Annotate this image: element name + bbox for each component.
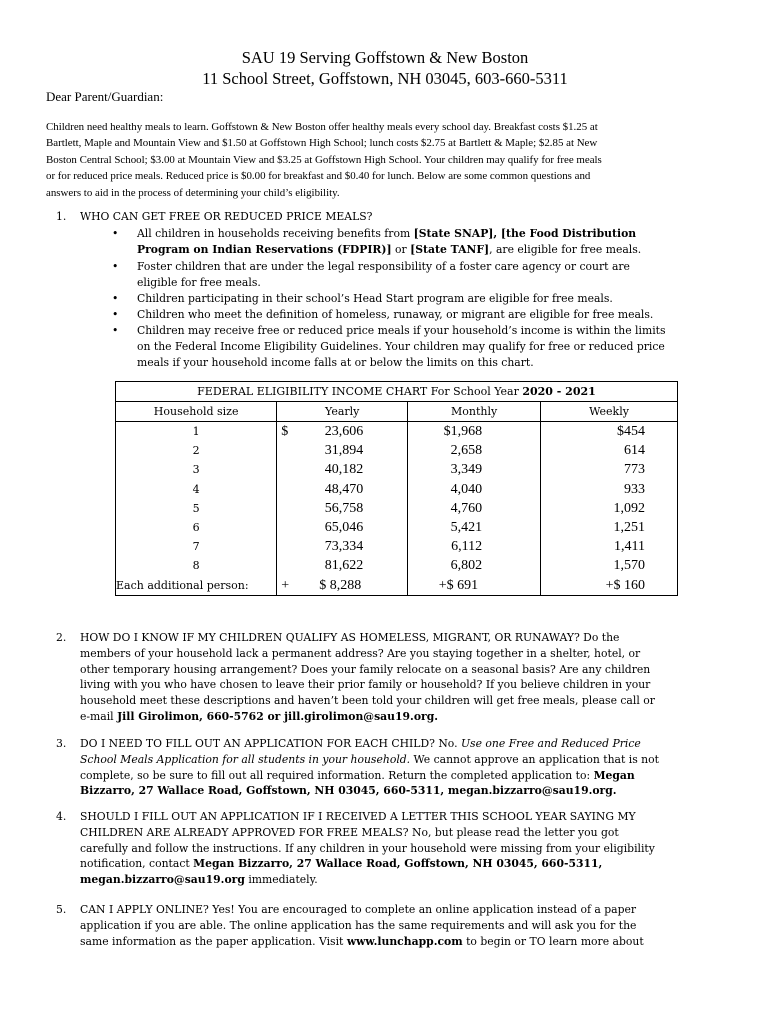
letter-header-address: 11 School Street, Goffstown, NH 03045, 603-660-5311 <box>202 69 568 88</box>
intro-line: Children need healthy meals to learn. Goffstown & New Boston offer healthy meals every school day. Breakfast costs $1.25 at <box>46 121 598 133</box>
question-4: 4. SHOULD I FILL OUT AN APPLICATION IF I RECEIVED A LETTER THIS SCHOOL YEAR SAYING MY CHILDREN ARE ALREADY APPROVED FOR FREE MEALS? No, but please read the letter you got carefully and follow the instructions. If any children in your household were missing from your eligibility notification, contact Megan Bizzarro, 27 Wallace Road, Goffstown, NH 03045, 660-5311, megan.bizzarro@sau19.org immediately. <box>56 810 655 887</box>
yearly-value: 81,622 <box>324 558 364 574</box>
table-row <box>116 499 678 518</box>
question-1 <box>56 209 728 225</box>
monthly-value: 3,349 <box>450 462 483 478</box>
contact-jill-girolimon: Jill Girolimon, 660-5762 or jill.girolimon@sau19.org. <box>117 709 439 723</box>
yearly-value: 65,046 <box>324 520 364 536</box>
intro-line: Bartlett, Maple and Mountain View and $1.50 at Goffstown High School; lunch costs $2.75 at Bartlett & Maple; $2.85 at New <box>46 137 598 150</box>
weekly-value: 933 <box>624 481 646 497</box>
contact-megan-bizzarro: Bizzarro, 27 Wallace Road, Goffstown, NH 03045, 660-5311, megan.bizzarro@sau19.org. <box>80 784 617 798</box>
yearly-value: 23,606 <box>324 424 364 440</box>
table-row <box>116 480 678 499</box>
question-number: 4. <box>56 810 67 823</box>
letter-header-title: SAU 19 Serving Goffstown & New Boston <box>241 48 529 67</box>
income-eligibility-table <box>115 381 678 596</box>
bullet-item: • All children in households receiving benefits from [State SNAP], [the Food Distribution Program on Indian Reservations (FDPIR)] or [State TANF], are eligible for free meals. <box>112 227 642 256</box>
monthly-value: 4,760 <box>450 500 483 516</box>
bullet-icon: • <box>112 260 119 273</box>
lunchapp-link[interactable]: www.lunchapp.com <box>346 934 463 948</box>
column-header: Weekly <box>541 402 678 422</box>
bullet-icon: • <box>112 308 119 321</box>
household-size: 8 <box>192 559 200 573</box>
table-row <box>116 441 678 460</box>
question-2: 2. HOW DO I KNOW IF MY CHILDREN QUALIFY AS HOMELESS, MIGRANT, OR RUNAWAY? Do the members of your household lack a permanent address? Are you staying together in a shelter, hotel, or other temporary housing arrangement? Does your family relocate on a seasonal basis? Are any children living with you who have chosen to leave their prior family or household? If you believe children in your household meet these descriptions and haven’t been told your children will get free meals, please call or e-mail Jill Girolimon, 660-5762 or jill.girolimon@sau19.org. <box>56 631 655 723</box>
household-size: 6 <box>192 521 200 535</box>
table-row <box>116 537 678 556</box>
bullet-icon: • <box>112 324 119 337</box>
salutation: Dear Parent/Guardian: <box>46 89 164 104</box>
monthly-value: $1,968 <box>443 424 483 440</box>
household-size: 4 <box>192 482 200 496</box>
weekly-value: $454 <box>617 424 646 440</box>
monthly-value: 2,658 <box>450 443 483 459</box>
table-row-additional: Each additional person: + $ 8,288 +$ 691 +$ 160 <box>116 576 678 596</box>
column-header: Yearly <box>277 402 408 422</box>
table-row <box>116 460 678 479</box>
household-size: 3 <box>192 463 200 477</box>
table-header-row <box>116 402 678 422</box>
monthly-value: 6,112 <box>451 539 483 555</box>
yearly-value: 73,334 <box>324 539 364 555</box>
monthly-value: +$ 691 <box>438 577 479 593</box>
bullet-item: • Children may receive free or reduced price meals if your household’s income is within the limits on the Federal Income Eligibility Guidelines. Your children may qualify for free or reduced price meals if your household income falls at or below the limits on this chart. <box>112 324 666 369</box>
weekly-value: 1,411 <box>614 539 646 555</box>
yearly-value: 56,758 <box>324 500 364 516</box>
weekly-value: 773 <box>624 462 646 478</box>
question-number: 3. <box>56 737 67 750</box>
question-number: 1. <box>56 210 67 223</box>
weekly-value: 614 <box>624 443 646 459</box>
weekly-value: +$ 160 <box>605 577 646 593</box>
intro-paragraph <box>46 119 726 201</box>
yearly-value: 31,894 <box>324 443 364 459</box>
table-title: FEDERAL ELIGIBILITY INCOME CHART For School Year 2020 - 2021 <box>116 382 678 402</box>
household-size: 2 <box>192 444 200 458</box>
yearly-value: 48,470 <box>324 481 364 497</box>
question-title: WHO CAN GET FREE OR REDUCED PRICE MEALS? <box>80 210 373 223</box>
intro-line: answers to aid in the process of determining your child’s eligibility. <box>46 186 340 199</box>
table-row <box>116 556 678 575</box>
column-header: Monthly <box>408 402 541 422</box>
question-number: 2. <box>56 631 67 644</box>
weekly-value: 1,092 <box>613 500 646 516</box>
column-header: Household size <box>116 402 277 422</box>
additional-label: Each additional person: <box>116 576 277 596</box>
intro-line: Boston Central School; $3.00 at Mountain View and $3.25 at Goffstown High School. Your children may qualify for free meals <box>46 153 602 166</box>
weekly-value: 1,251 <box>613 520 646 536</box>
monthly-value: 5,421 <box>450 520 483 536</box>
household-size: 5 <box>192 501 200 515</box>
yearly-value: $ 8,288 <box>319 577 362 593</box>
intro-line: or for reduced price meals. Reduced price is $0.00 for breakfast and $0.40 for lunch. Below are some common questions and <box>46 170 591 183</box>
bullet-icon: • <box>112 227 119 240</box>
bullet-item: • Foster children that are under the legal responsibility of a foster care agency or court are eligible for free meals. <box>112 260 630 289</box>
household-size: 1 <box>192 425 200 439</box>
bullet-icon: • <box>112 292 119 305</box>
bullet-item: • Children participating in their school’s Head Start program are eligible for free meals. <box>112 292 613 305</box>
table-row <box>116 518 678 537</box>
question-3: 3. DO I NEED TO FILL OUT AN APPLICATION FOR EACH CHILD? No. Use one Free and Reduced Price School Meals Application for all students in your household. We cannot approve an application that is not complete, so be sure to fill out all required information. Return the completed application to: Megan Bizzarro, 27 Wallace Road, Goffstown, NH 03045, 660-5311, megan.bizzarro@sau19.org. <box>56 737 659 798</box>
question-5: 5. CAN I APPLY ONLINE? Yes! You are encouraged to complete an online application instead of a paper application if you are able. The online application has the same requirements and will ask you for the same information as the paper application. Visit www.lunchapp.com to begin or TO learn more about <box>56 903 644 948</box>
monthly-value: 4,040 <box>450 481 483 497</box>
school-year: 2020 - 2021 <box>522 385 596 398</box>
household-size: 7 <box>192 540 200 554</box>
bullet-item: • Children who meet the definition of homeless, runaway, or migrant are eligible for free meals. <box>112 308 654 321</box>
monthly-value: 6,802 <box>450 558 483 574</box>
yearly-value: 40,182 <box>324 462 364 478</box>
weekly-value: 1,570 <box>613 558 646 574</box>
table-row: 1 $ 23,606 $1,968 $454 <box>116 422 678 442</box>
question-number: 5. <box>56 903 67 916</box>
